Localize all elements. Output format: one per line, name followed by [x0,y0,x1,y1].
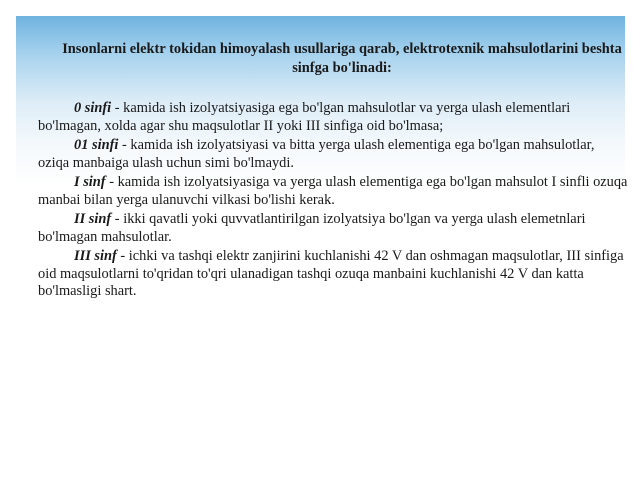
slide-content [38,40,628,303]
class-01-paragraph [38,137,628,172]
slide-title: Insonlarni elektr tokidan himoyalash usullariga qarab, elektrotexnik mahsulotlarini beshta sinfga bo'linadi: [62,41,622,76]
class-0-description: - kamida ish izolyatsiyasiga ega bo'lgan mahsulotlar va yerga ulash elementlari bo'lmagan, xolda agar shu maqsulotlar II yoki III sinfiga oid bo'lmasa; [38,100,571,134]
class-ii-description: - ikki qavatli yoki quvvatlantirilgan izolyatsiya bo'lgan va yerga ulash elemetnlari bo'lmagan mahsulotlar. [38,211,586,245]
class-01-term: 01 sinfi [74,137,119,153]
class-0-paragraph [38,100,628,135]
class-i-term: I sinf [74,174,106,190]
class-ii-term: II sinf [74,211,112,227]
class-i-paragraph [38,174,628,209]
class-iii-term: III sinf [74,248,117,264]
class-iii-paragraph [38,248,628,301]
class-01-description: - kamida ish izolyatsiyasi va bitta yerga ulash elementiga ega bo'lgan mahsulotlar, oziqa manbaiga ulash uchun simi bo'lmaydi. [38,137,595,171]
class-0-term: 0 sinfi [74,100,112,116]
class-ii-paragraph [38,211,628,246]
class-iii-description: - ichki va tashqi elektr zanjirini kuchlanishi 42 V dan oshmagan maqsulotlar, III sinfiga oid maqsulotlarni to'qridan to'qri ulanadigan tashqi ozuqa manbaini kuchlanishi 42 V dan katta bo'lmasligi shart. [38,248,624,299]
class-i-description: - kamida ish izolyatsiyasiga va yerga ulash elementiga ega bo'lgan mahsulot I sinfli ozuqa manbai bilan yerga ulanuvchi vilkasi bo'lishi kerak. [38,174,628,208]
